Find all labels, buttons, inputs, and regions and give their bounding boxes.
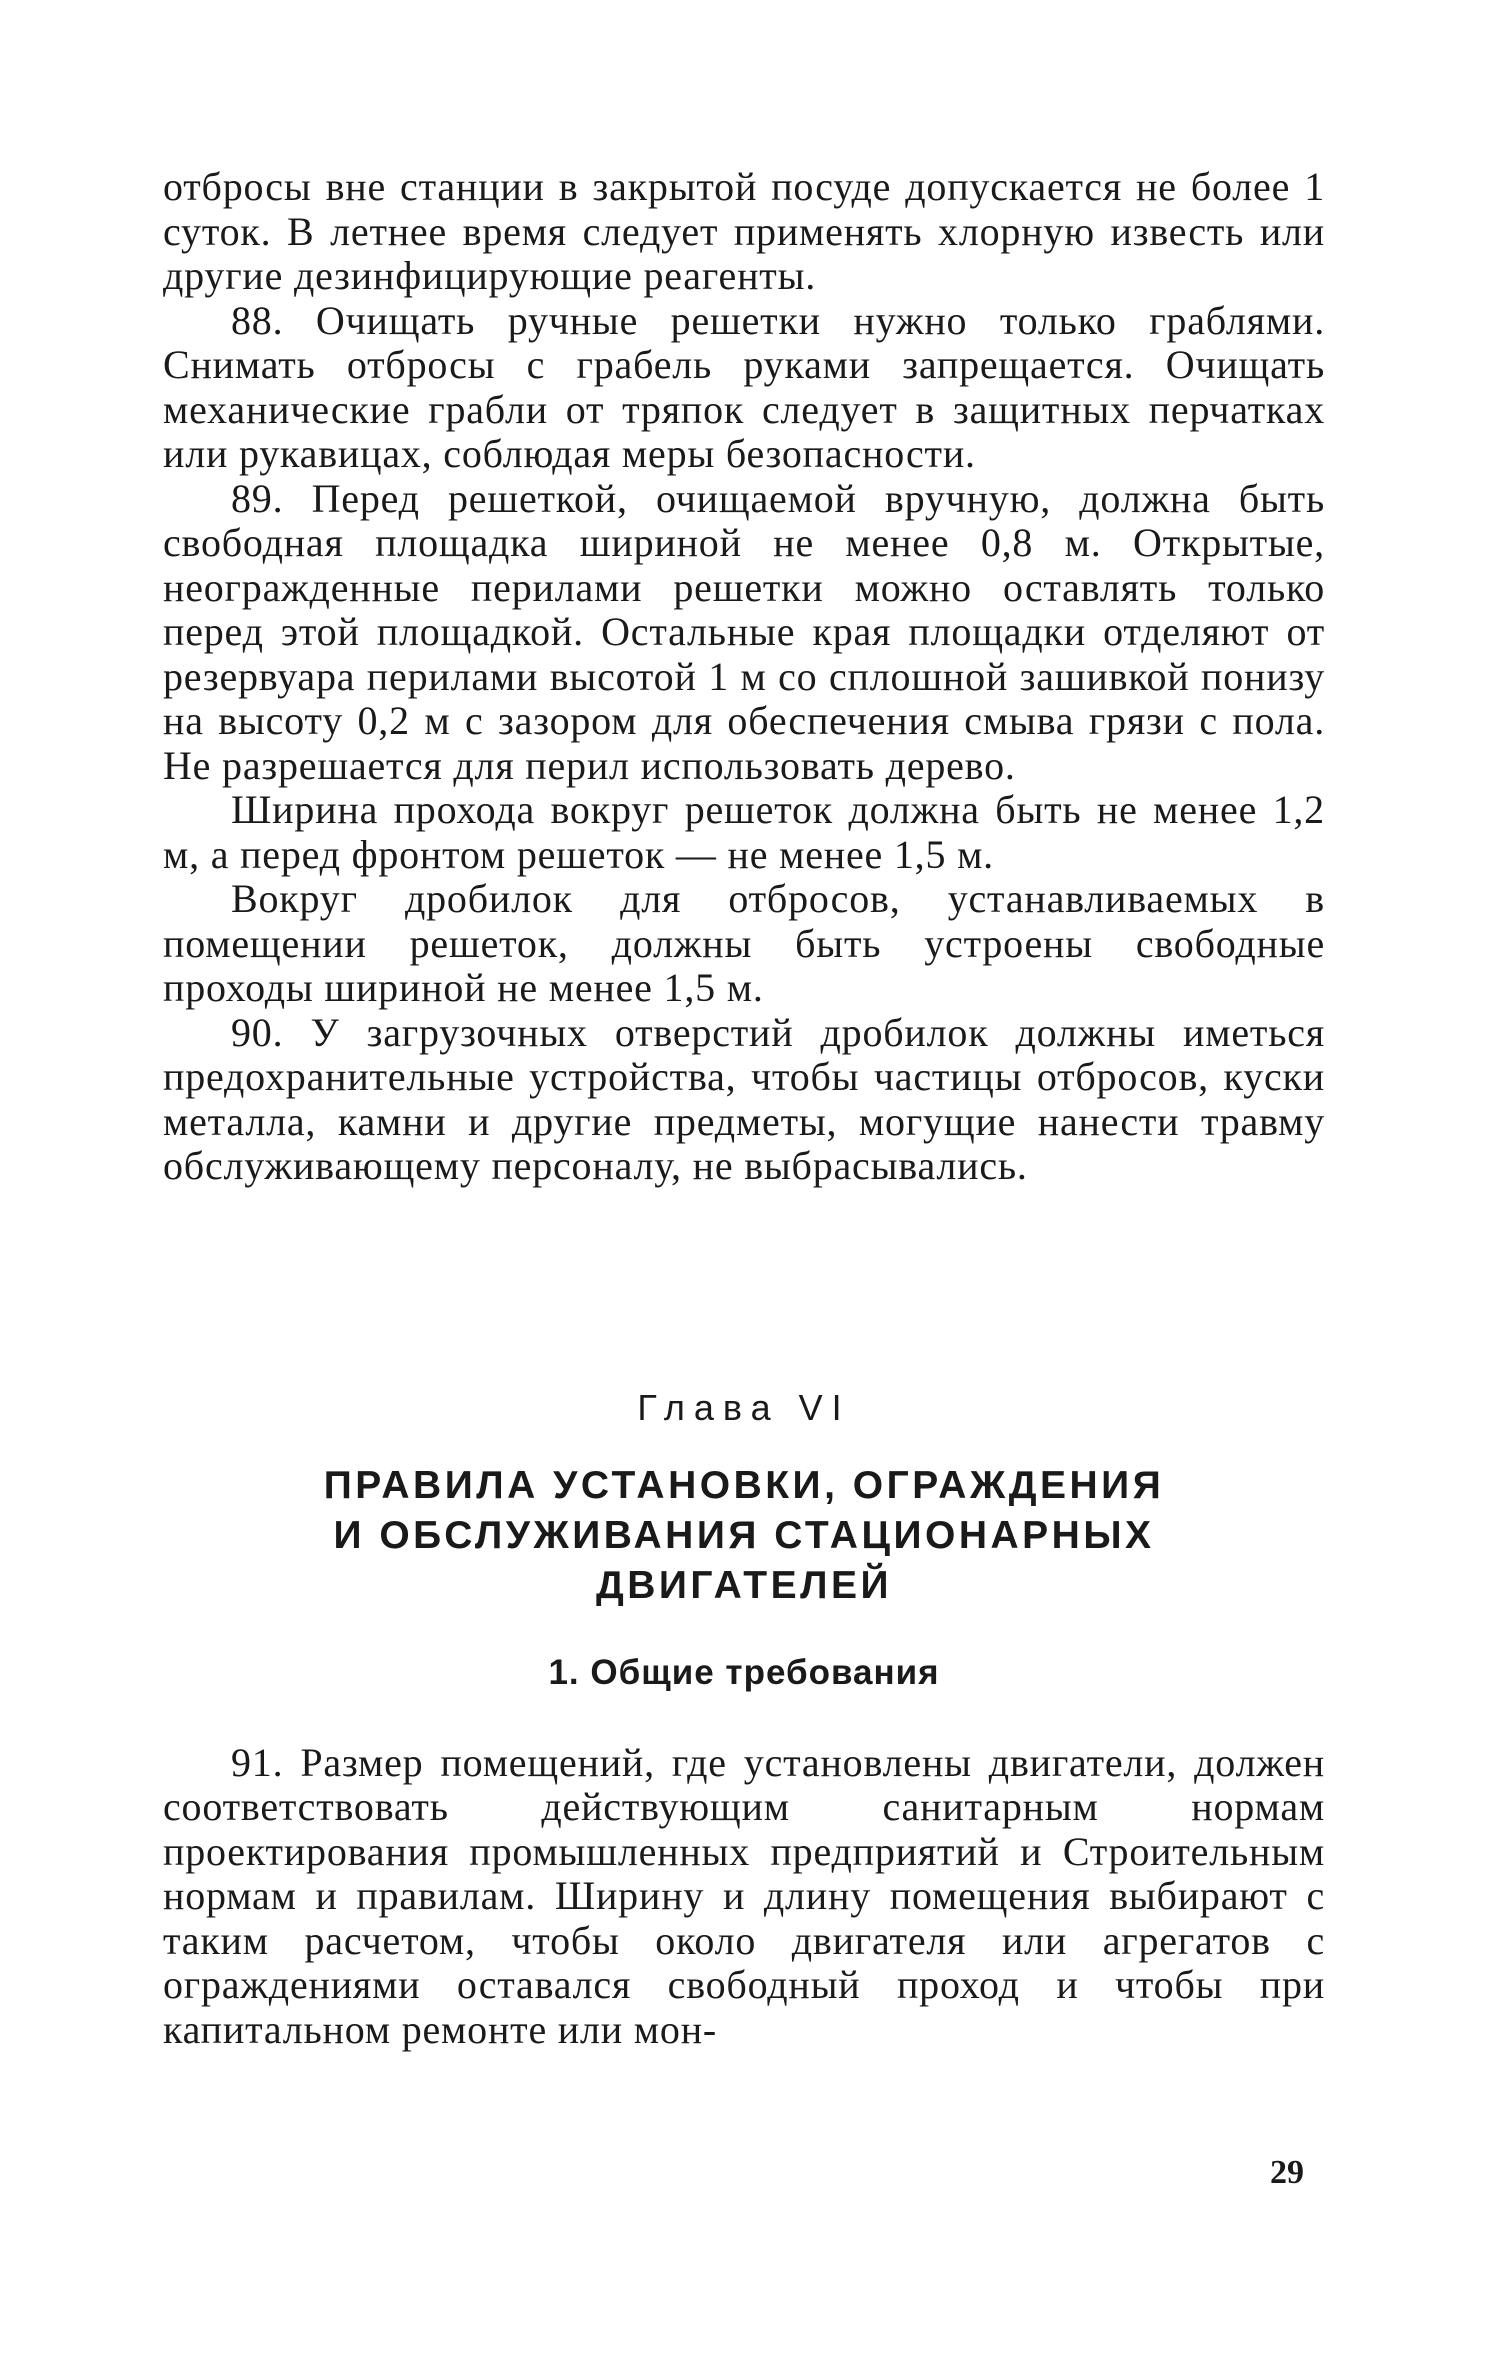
page-number: 29 bbox=[1270, 2154, 1304, 2191]
chapter-label: Глава VI bbox=[637, 1386, 851, 1428]
paragraph-p-cont: отбросы вне станции в закрытой посуде допускается не более 1 суток. В летнее время следует применять хлорную известь или другие дезинфицирующие реагенты. bbox=[163, 164, 1325, 298]
paragraph-p91: 91. Размер помещений, где установлены двигатели, должен соответствовать действующим санитарным нормам проектирования промышленных предприятий и Строительным нормам и правилам. Ширину и длину помещения выбирают с таким расчетом, чтобы около двигателя или агрегатов с ограждениями оставался свободный проход и чтобы при капитальном ремонте или мон- bbox=[163, 1739, 1325, 2052]
section-title: 1. Общие требования bbox=[548, 1652, 940, 1692]
paragraph-p89: 89. Перед решеткой, очищаемой вручную, должна быть свободная площадка шириной не менее 0,8 м. Открытые, неогражденные перилами решетки можно оставлять только перед этой площадкой. Остальные края площадки отделяют от резервуара перилами высотой 1 м со сплошной зашивкой понизу на высоту 0,2 м с зазором для обеспечения смыва грязи с пола. Не разрешается для перил использовать дерево. bbox=[163, 475, 1325, 788]
page-body bbox=[163, 165, 1325, 2052]
chapter-title-line: ДВИГАТЕЛЕЙ bbox=[595, 1563, 893, 1607]
chapter-heading bbox=[163, 1387, 1325, 1693]
text-block-bottom bbox=[163, 1741, 1325, 2053]
paragraph-p89b: Ширина прохода вокруг решеток должна быть не менее 1,2 м, а перед фронтом решеток — не менее 1,5 м. bbox=[163, 787, 1325, 877]
paragraph-p89c: Вокруг дробилок для отбросов, устанавливаемых в помещении решеток, должны быть устроены свободные проходы шириной не менее 1,5 м. bbox=[163, 876, 1325, 1010]
text-block-top bbox=[163, 165, 1325, 1189]
paragraph-p90: 90. У загрузочных отверстий дробилок должны иметься предохранительные устройства, чтобы частицы отбросов, куски металла, камни и другие предметы, могущие нанести травму обслуживающему персоналу, не выбрасывались. bbox=[163, 1009, 1325, 1188]
chapter-title-line: И ОБСЛУЖИВАНИЯ СТАЦИОНАРНЫХ bbox=[333, 1513, 1155, 1557]
chapter-title bbox=[163, 1461, 1325, 1611]
chapter-title-line: ПРАВИЛА УСТАНОВКИ, ОГРАЖДЕНИЯ bbox=[323, 1463, 1165, 1507]
paragraph-p88: 88. Очищать ручные решетки нужно только граблями. Снимать отбросы с грабель руками запрещается. Очищать механические грабли от тряпок следует в защитных перчатках или рукавицах, соблюдая меры безопасности. bbox=[163, 297, 1325, 476]
